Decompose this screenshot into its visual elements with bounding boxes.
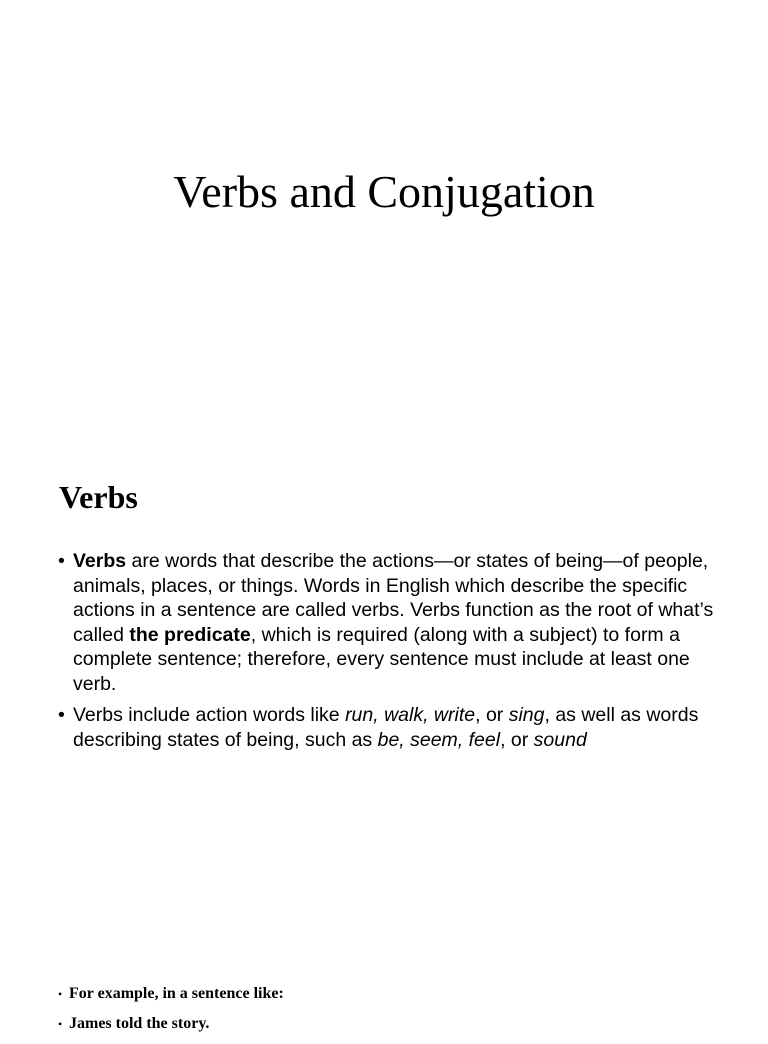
term-verbs: Verbs xyxy=(73,550,127,572)
list-item xyxy=(58,984,284,1004)
example-intro: For example, in a sentence like: xyxy=(69,985,284,1002)
list-item xyxy=(58,703,718,752)
term-predicate: the predicate xyxy=(129,623,251,646)
bullet-icon: • xyxy=(58,987,63,1001)
slide-title: Verbs and Conjugation xyxy=(173,166,595,217)
example-action-words: run, walk, write xyxy=(345,704,476,726)
bullet2-text-b: , or xyxy=(475,704,509,726)
example-state-words: be, seem, feel xyxy=(377,728,501,751)
bullet1-text-a: are words that describe the actions—or states of being—of people, animals, places, or things. Words in English which describe the specific actions in a sentence are called verbs. Verbs function as the root of what’s called xyxy=(73,550,714,646)
example-sing: sing xyxy=(508,704,545,726)
bullet-icon: • xyxy=(58,550,65,572)
section-heading: Verbs xyxy=(59,479,138,515)
bullet2-text-c: , as well as words describing states of being, such as xyxy=(73,704,699,751)
example-list xyxy=(58,984,284,1044)
bullet-list xyxy=(58,549,718,759)
bullet2-text-a: Verbs include action words like xyxy=(73,704,346,726)
bullet1-text-b: , which is required (along with a subject) to form a complete sentence; therefore, every sentence must include at least one verb. xyxy=(73,623,690,695)
bullet-icon: • xyxy=(58,1017,63,1031)
list-item xyxy=(58,549,718,696)
list-item xyxy=(58,1014,284,1034)
example-sound: sound xyxy=(533,728,587,751)
bullet2-text-d: , or xyxy=(500,728,534,751)
example-sentence: James told the story. xyxy=(69,1015,210,1032)
bullet-icon: • xyxy=(58,704,65,726)
